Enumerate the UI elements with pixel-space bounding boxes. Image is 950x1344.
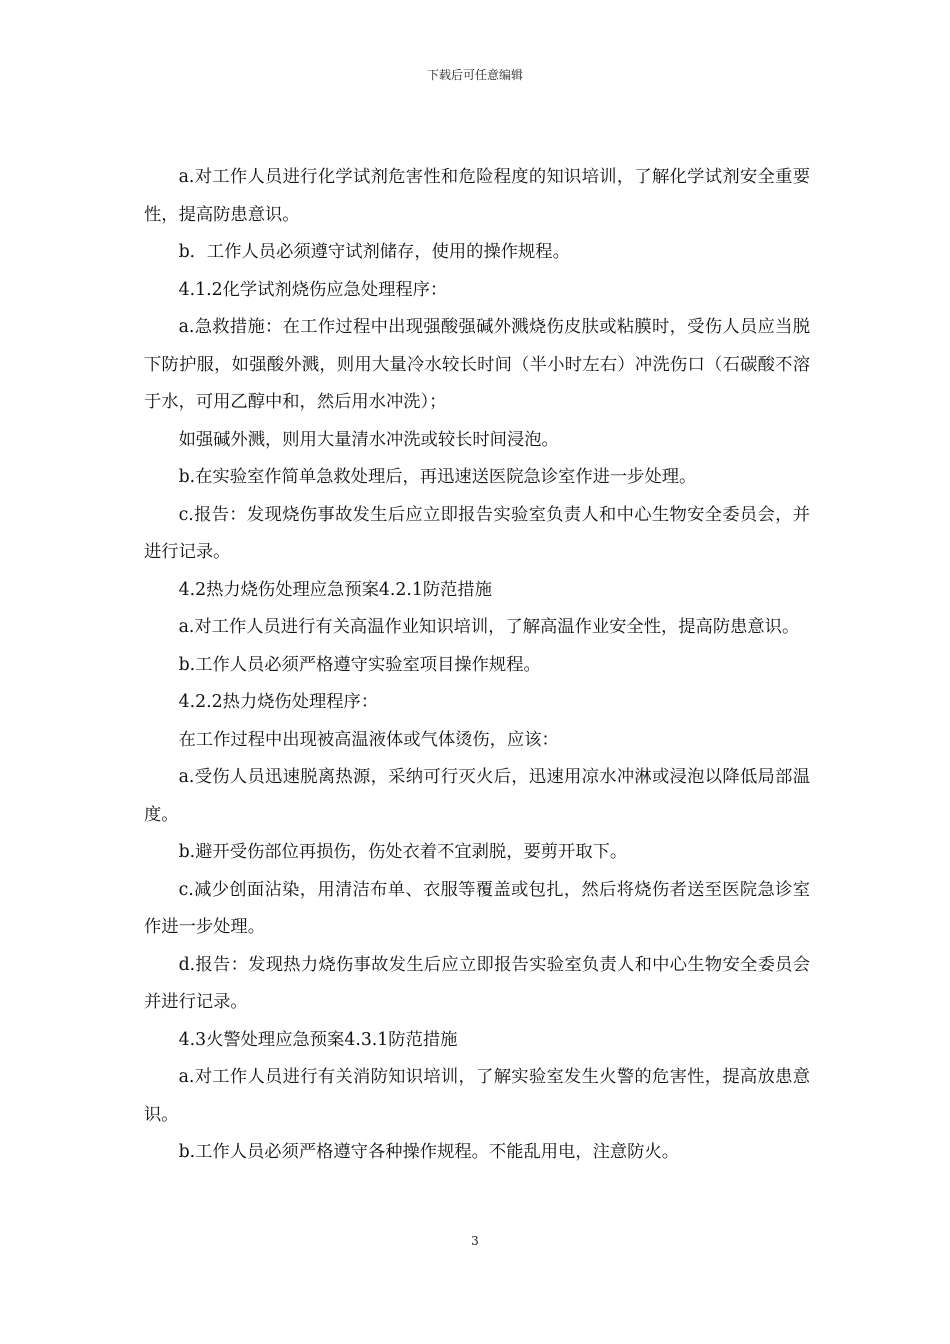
section-heading: 4.3火警处理应急预案4.3.1防范措施 [178,1029,458,1050]
paragraph: b.工作人员必须严格遵守各种操作规程。不能乱用电，注意防火。 [178,1142,680,1162]
paragraph: c.减少创面沾染，用清洁布单、衣服等覆盖或包扎，然后将烧伤者送至医院急诊室作进一步处理。 [144,879,810,937]
document-body [144,159,810,1172]
section-heading: 4.2.2热力烧伤处理程序： [178,692,379,712]
paragraph: 在工作过程中出现被高温液体或气体烫伤，应该： [178,729,559,750]
page-number: 3 [471,1234,479,1248]
paragraph: b.在实验室作简单急救处理后，再迅速送医院急诊室作进一步处理。 [178,467,697,487]
section-heading: 4.2热力烧伤处理应急预案4.2.1防范措施 [178,579,492,600]
paragraph: a.对工作人员进行有关消防知识培训，了解实验室发生火警的危害性，提高放患意识。 [144,1067,810,1125]
paragraph: a.对工作人员进行化学试剂危害性和危险程度的知识培训，了解化学试剂安全重要性，提高防患意识。 [144,167,810,225]
paragraph: b.避开受伤部位再损伤，伤处衣着不宜剥脱，要剪开取下。 [178,842,628,862]
paragraph: a.急救措施：在工作过程中出现强酸强碱外溅烧伤皮肤或粘膜时，受伤人员应当脱下防护服，如强酸外溅，则用大量冷水较长时间（半小时左右）冲洗伤口（石碳酸不溶于水，可用乙醇中和，然后用水冲洗）； [144,317,810,412]
paragraph: d.报告：发现热力烧伤事故发生后应立即报告实验室负责人和中心生物安全委员会并进行记录。 [144,954,810,1012]
paragraph: 如强碱外溅，则用大量清水冲洗或较长时间浸泡。 [178,429,559,450]
paragraph: a.受伤人员迅速脱离热源，采纳可行灭火后，迅速用凉水冲淋或浸泡以降低局部温度。 [144,767,810,825]
paragraph: c.报告：发现烧伤事故发生后应立即报告实验室负责人和中心生物安全委员会，并进行记录。 [144,504,810,562]
paragraph: b．工作人员必须遵守试剂储存，使用的操作规程。 [178,242,570,262]
section-heading: 4.1.2化学试剂烧伤应急处理程序： [178,279,448,300]
paragraph: a.对工作人员进行有关高温作业知识培训，了解高温作业安全性，提高防患意识。 [178,617,800,637]
page-header: 下载后可任意编辑 [426,68,523,82]
paragraph: b.工作人员必须严格遵守实验室项目操作规程。 [178,654,541,675]
